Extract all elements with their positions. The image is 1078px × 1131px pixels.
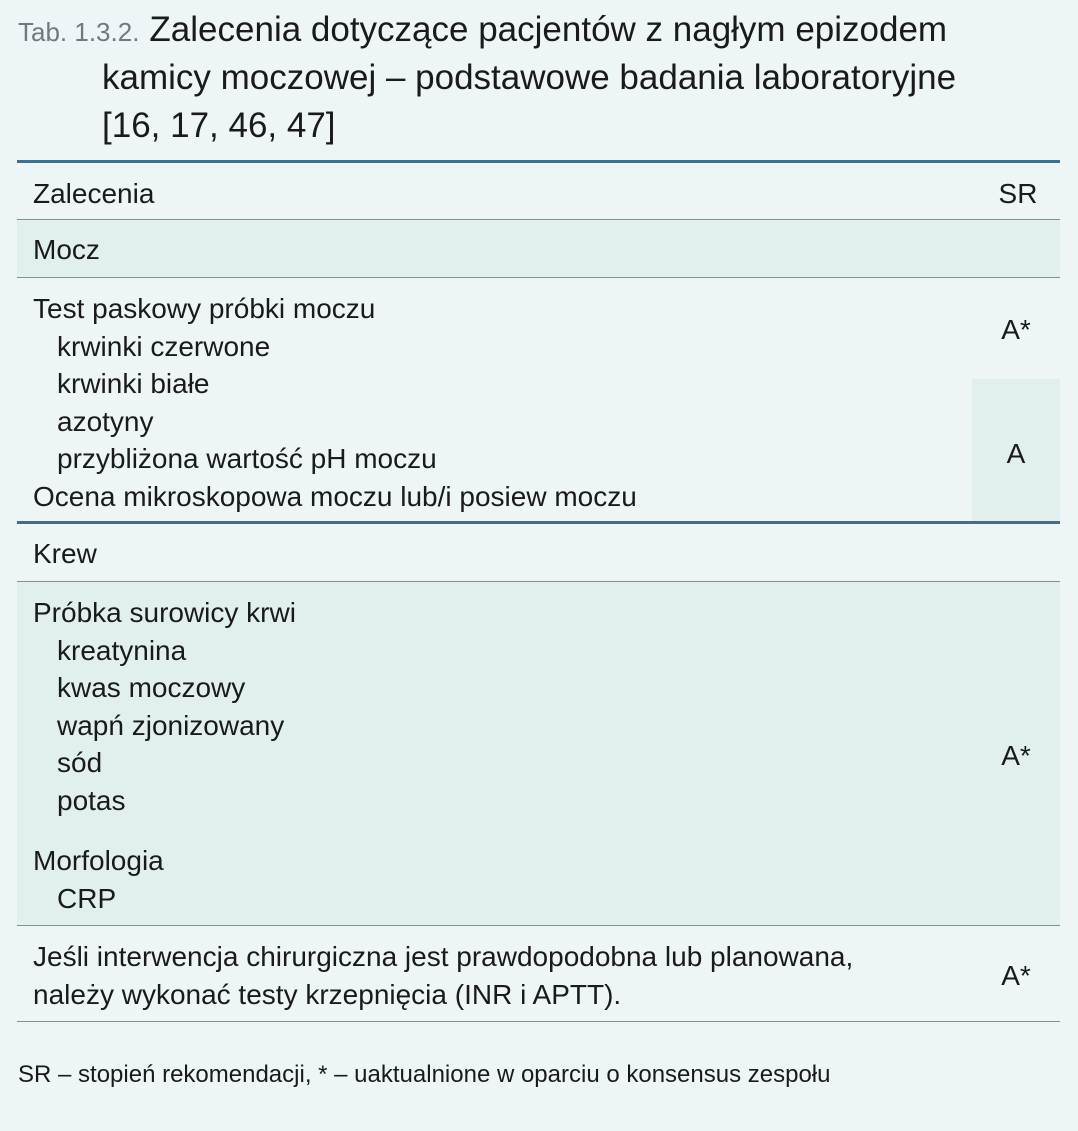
caption-references: [16, 17, 46, 47] [102, 106, 336, 145]
blood-morphology: Morfologia [33, 845, 164, 876]
section-title-urine: Mocz [33, 234, 100, 265]
coagulation-line-2: należy wykonać testy krzepnięcia (INR i APTT). [33, 978, 622, 1010]
section-row-urine [17, 220, 1060, 278]
table-footnote: SR – stopień rekomendacji, * – uaktualnione w oparciu o konsensus zespołu [18, 1061, 831, 1088]
blood-item: potas [57, 784, 126, 816]
urine-dipstick: Test paskowy próbki moczu [33, 293, 376, 324]
blood-item: sód [57, 747, 103, 778]
urine-item: azotyny [57, 405, 154, 437]
recommendations-table [17, 160, 1060, 1022]
caption-line-1 [18, 6, 1068, 54]
sr-value: A* [1001, 740, 1031, 771]
section-row-blood [17, 524, 1060, 582]
section-title-blood: Krew [33, 538, 97, 569]
blood-item: kreatynina [57, 634, 187, 666]
header-recommendations: Zalecenia [33, 178, 155, 209]
blood-item: kwas moczowy [57, 672, 246, 703]
table-row-urine-tests [17, 278, 1060, 524]
caption-title-2: kamicy moczowej – podstawowe badania laboratoryjne [102, 58, 957, 97]
caption-title-1: Zalecenia dotyczące pacjentów z nagłym epizodem [149, 10, 948, 49]
blood-item: CRP [57, 882, 117, 914]
header-sr: SR [998, 178, 1038, 209]
sr-value: A* [1001, 960, 1031, 991]
table-row-blood-tests [17, 582, 1060, 926]
sr-value: A* [1001, 314, 1031, 345]
urine-item: przybliżona wartość pH moczu [57, 443, 437, 474]
table-caption [18, 6, 1068, 150]
sr-value: A [1006, 438, 1026, 469]
urine-microscopy: Ocena mikroskopowa moczu lub/i posiew moczu [33, 480, 637, 512]
table-header-row [17, 160, 1060, 220]
caption-prefix: Tab. 1.3.2. [18, 17, 140, 47]
table-row-coagulation [17, 926, 1060, 1022]
coagulation-line-1: Jeśli interwencja chirurgiczna jest prawdopodobna lub planowana, [33, 941, 854, 972]
blood-serum: Próbka surowicy krwi [33, 597, 296, 628]
urine-item: krwinki białe [57, 368, 210, 399]
blood-item: wapń zjonizowany [57, 709, 285, 741]
urine-item: krwinki czerwone [57, 330, 271, 362]
